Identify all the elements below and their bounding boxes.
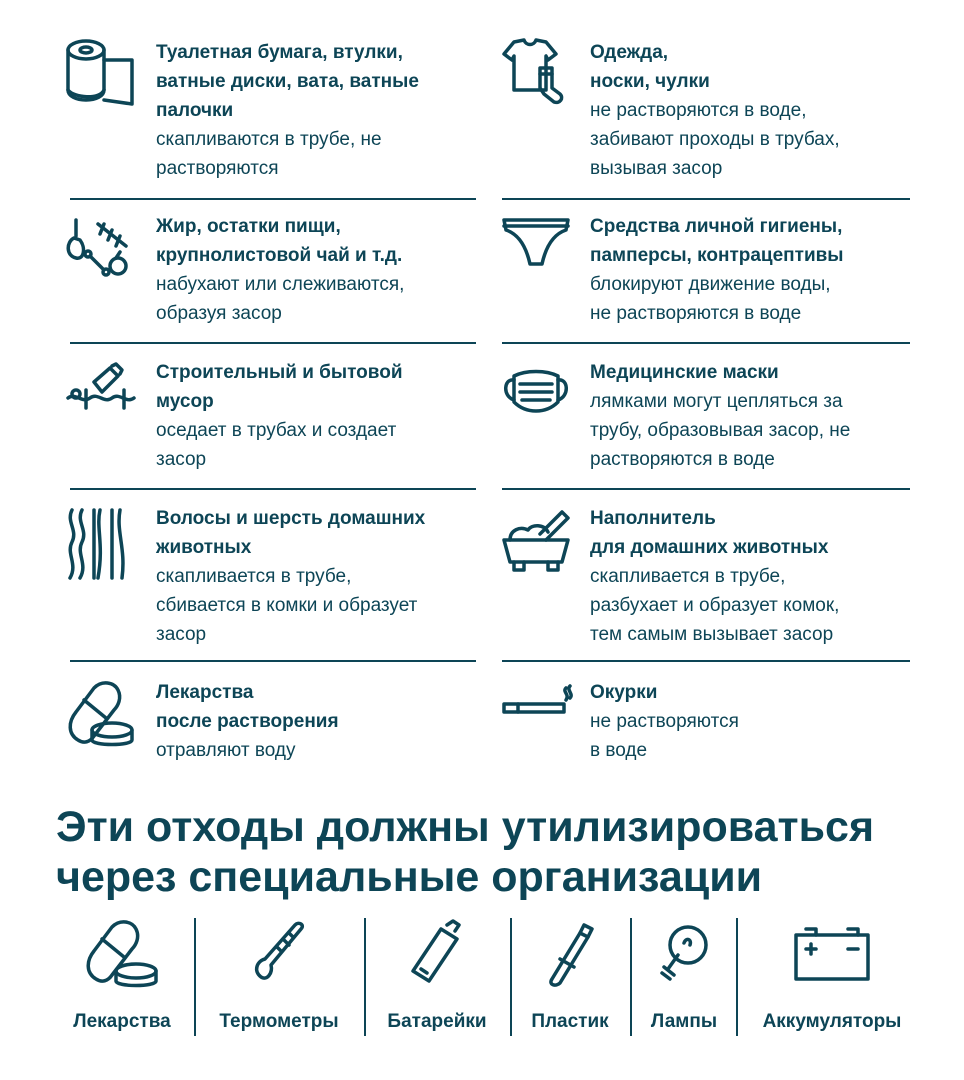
cigarette-butt-icon [500,684,572,714]
item-description: не растворяются в воде, забивают проходы в трубах, вызывая засор [590,100,840,179]
pet-litter-icon [500,508,572,572]
divider [70,488,476,490]
underwear-icon [500,216,572,268]
clothes-icon [500,38,572,106]
food-waste-icon [64,216,136,284]
item-title: Жир, остатки пищи, крупнолистовой чай и т.д. [156,216,403,266]
item-title: Строительный и бытовой мусор [156,362,403,412]
construction-waste-icon [64,362,136,418]
item-description: оседает в трубах и создает засор [156,420,397,470]
special-item-label: Термометры [219,1011,339,1032]
special-item-medicine [60,915,184,1035]
divider [70,342,476,344]
divider [502,198,910,200]
toilet-paper-icon [64,38,136,106]
item-description: набухают или слеживаются, образуя засор [156,274,405,324]
item-title: Окурки [590,682,658,703]
item-masks [590,358,850,474]
special-item-accumulators [746,915,918,1035]
item-title: Медицинские маски [590,362,779,383]
item-title: Наполнитель для домашних животных [590,508,829,558]
hair-icon [64,508,136,580]
special-item-label: Батарейки [387,1011,487,1032]
item-description: не растворяются в воде [590,711,739,761]
car-battery-icon [792,919,872,991]
item-cigarettes [590,678,739,765]
item-hair [156,504,425,649]
item-description: скапливается в трубе, разбухает и образует комок, тем самым вызывает засор [590,566,840,645]
pills-icon [82,919,162,991]
item-litter [590,504,839,649]
item-title: Одежда, носки, чулки [590,42,710,92]
special-item-label: Лекарства [73,1011,171,1032]
item-title: Средства личной гигиены, памперсы, контрацептивы [590,216,844,266]
item-food [156,212,404,328]
special-item-lamps [640,915,728,1035]
item-description: скапливается в трубе, сбивается в комки и образует засор [156,566,418,645]
item-title: Лекарства после растворения [156,682,339,732]
divider [502,660,910,662]
item-description: блокируют движение воды, не растворяются в воде [590,274,831,324]
medical-mask-icon [500,362,572,418]
plastic-bottle-icon [530,919,610,991]
special-item-label: Лампы [650,1011,718,1032]
special-item-plastic [516,915,624,1035]
special-disposal-heading: Эти отходы должны утилизироваться через специальные организации [56,803,875,901]
vertical-divider [736,918,738,1036]
item-description: скапливаются в трубе, не растворяются [156,129,382,179]
item-hygiene [590,212,844,328]
divider [70,660,476,662]
divider [70,198,476,200]
pills-icon [64,680,136,750]
battery-icon [397,919,477,991]
item-construction [156,358,403,474]
item-title: Туалетная бумага, втулки, ватные диски, вата, ватные палочки [156,42,419,121]
lightbulb-icon [644,919,724,991]
special-item-label: Аккумуляторы [762,1011,902,1032]
vertical-divider [510,918,512,1036]
divider [502,342,910,344]
item-description: лямками могут цепляться за трубу, образовывая засор, не растворяются в воде [590,391,851,470]
special-item-thermometers [204,915,354,1035]
item-description: отравляют воду [156,740,296,761]
vertical-divider [364,918,366,1036]
vertical-divider [194,918,196,1036]
vertical-divider [630,918,632,1036]
divider [502,488,910,490]
item-clothes [590,38,840,183]
item-toilet-paper [156,38,419,183]
special-item-label: Пластик [531,1011,609,1032]
special-item-batteries [374,915,500,1035]
item-medicine [156,678,339,765]
thermometer-icon [239,919,319,991]
item-title: Волосы и шерсть домашних животных [156,508,426,558]
